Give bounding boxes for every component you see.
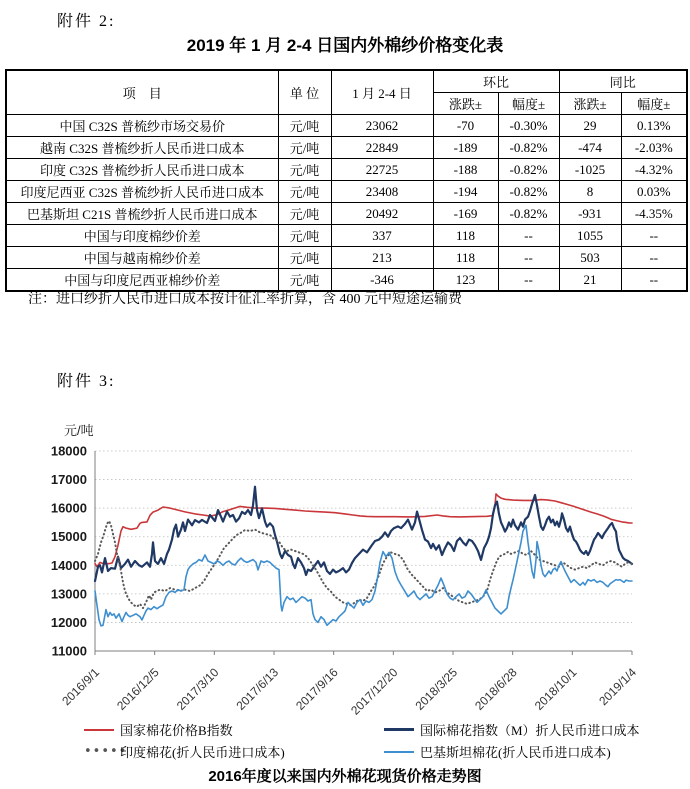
table-cell: 337 [331, 225, 433, 247]
table-cell: 29 [559, 115, 621, 137]
legend-label: 巴基斯坦棉花(折人民币进口成本) [420, 745, 611, 760]
table-cell: -169 [433, 203, 498, 225]
table-cell: 巴基斯坦 C21S 普梳纱折人民币进口成本 [6, 203, 278, 225]
table-cell: 元/吨 [278, 159, 331, 181]
col-header-mom-pct: 幅度± [498, 93, 559, 115]
y-tick-label: 15000 [50, 529, 87, 545]
col-header-mom-change: 涨跌± [433, 93, 498, 115]
table-cell: 22725 [331, 159, 433, 181]
col-header-yoy-change: 涨跌± [559, 93, 621, 115]
table-cell: 元/吨 [278, 137, 331, 159]
legend-item-cotlook-m [384, 720, 644, 739]
series-line [95, 525, 632, 626]
table-cell: 0.03% [621, 181, 687, 203]
col-header-yoy-pct: 幅度± [621, 93, 687, 115]
table-cell: 越南 C32S 普梳纱折人民币进口成本 [6, 137, 278, 159]
table-cell: 中国 C32S 普梳纱市场交易价 [6, 115, 278, 137]
dotted-line-marker: ••••• [84, 743, 128, 759]
table-cell: 123 [433, 269, 498, 292]
table-cell: -4.35% [621, 203, 687, 225]
x-tick-label: 2018/6/28 [472, 665, 520, 713]
navy-line-marker [384, 728, 414, 731]
price-table-body [6, 115, 687, 292]
blue-line-marker [384, 751, 414, 753]
series-line [95, 521, 632, 608]
table-cell: -189 [433, 137, 498, 159]
table-cell: -0.82% [498, 159, 559, 181]
table-cell: -0.82% [498, 181, 559, 203]
table-cell: -346 [331, 269, 433, 292]
table-cell: 元/吨 [278, 203, 331, 225]
table-row [6, 225, 687, 247]
table-cell: 118 [433, 247, 498, 269]
table-cell: 印度尼西亚 C32S 普梳纱折人民币进口成本 [6, 181, 278, 203]
x-tick-label: 2017/3/10 [173, 665, 222, 713]
x-tick-label: 2018/10/1 [531, 665, 580, 713]
legend-label: 印度棉花(折人民币进口成本) [120, 745, 285, 760]
table-cell: -- [498, 269, 559, 292]
chart-title: 2016年度以来国内外棉花现货价格走势图 [208, 768, 482, 785]
table-cell: -70 [433, 115, 498, 137]
table-cell: 元/吨 [278, 181, 331, 203]
table-cell: 8 [559, 181, 621, 203]
table-cell: 0.13% [621, 115, 687, 137]
legend-item-pakistan [384, 742, 644, 761]
col-header-period: 1 月 2-4 日 [331, 70, 433, 115]
table-cell: 元/吨 [278, 269, 331, 292]
table-cell: -188 [433, 159, 498, 181]
table-cell: 印度 C32S 普梳纱折人民币进口成本 [6, 159, 278, 181]
x-tick-label: 2017/6/13 [233, 665, 282, 713]
red-line-marker [84, 729, 114, 731]
table-cell: 23062 [331, 115, 433, 137]
y-tick-label: 13000 [50, 586, 87, 602]
table-cell: -2.03% [621, 137, 687, 159]
table-cell: -1025 [559, 159, 621, 181]
price-table [5, 69, 688, 292]
y-axis-unit-label: 元/吨 [64, 423, 94, 438]
x-tick-label: 2017/12/20 [348, 665, 401, 718]
table-row [6, 115, 687, 137]
price-trend-chart [0, 430, 690, 720]
legend-label: 国家棉花价格B指数 [120, 723, 233, 738]
y-tick-label: 11000 [51, 643, 87, 659]
y-tick-label: 18000 [50, 443, 87, 459]
table-cell: 中国与印度尼西亚棉纱价差 [6, 269, 278, 292]
col-header-unit: 单 位 [278, 70, 331, 115]
legend-label: 国际棉花指数（M）折人民币进口成本 [420, 723, 640, 738]
y-tick-label: 12000 [50, 614, 87, 630]
table-title: 2019 年 1 月 2-4 日国内外棉纱价格变化表 [186, 36, 504, 55]
legend-item-china-b-index [84, 720, 384, 739]
table-cell: -0.82% [498, 137, 559, 159]
y-tick-label: 14000 [50, 557, 87, 573]
table-cell: -0.82% [498, 203, 559, 225]
table-row [6, 203, 687, 225]
table-row [6, 181, 687, 203]
table-cell: 20492 [331, 203, 433, 225]
table-cell: -4.32% [621, 159, 687, 181]
y-tick-label: 17000 [50, 472, 87, 488]
legend-item-india [84, 742, 384, 761]
table-row [6, 137, 687, 159]
chart-area [0, 415, 690, 789]
table-cell: -- [621, 247, 687, 269]
table-cell: -931 [559, 203, 621, 225]
table-cell: 21 [559, 269, 621, 292]
price-table-header [6, 70, 687, 115]
table-cell: -- [498, 247, 559, 269]
table-cell: -- [498, 225, 559, 247]
table-cell: 元/吨 [278, 115, 331, 137]
x-tick-label: 2019/1/4 [596, 665, 640, 709]
table-cell: 118 [433, 225, 498, 247]
x-tick-label: 2016/12/5 [114, 665, 162, 713]
attachment2-label: 附件 2: [57, 13, 116, 30]
col-header-mom: 环比 [433, 70, 559, 93]
table-cell: -- [621, 225, 687, 247]
table-cell: 1055 [559, 225, 621, 247]
table-cell: 中国与印度棉纱价差 [6, 225, 278, 247]
col-header-yoy: 同比 [559, 70, 687, 93]
chart-legend [84, 720, 644, 761]
table-cell: -474 [559, 137, 621, 159]
table-cell: -- [621, 269, 687, 292]
y-tick-label: 16000 [50, 500, 87, 516]
table-cell: 213 [331, 247, 433, 269]
x-tick-label: 2018/3/25 [412, 665, 461, 713]
x-tick-label: 2017/9/16 [293, 665, 341, 713]
table-cell: 元/吨 [278, 225, 331, 247]
table-cell: -0.30% [498, 115, 559, 137]
attachment3-label: 附件 3: [57, 373, 116, 390]
table-cell: 503 [559, 247, 621, 269]
table-row [6, 159, 687, 181]
table-cell: 元/吨 [278, 247, 331, 269]
table-cell: 中国与越南棉纱价差 [6, 247, 278, 269]
table-cell: 23408 [331, 181, 433, 203]
table-note: 注：进口纱折人民币进口成本按计征汇率折算，含 400 元中短途运输费 [28, 292, 462, 307]
col-header-item: 项 目 [6, 70, 278, 115]
table-cell: -194 [433, 181, 498, 203]
table-row [6, 247, 687, 269]
series-line [95, 494, 632, 567]
x-tick-label: 2016/9/1 [59, 665, 103, 709]
table-cell: 22849 [331, 137, 433, 159]
